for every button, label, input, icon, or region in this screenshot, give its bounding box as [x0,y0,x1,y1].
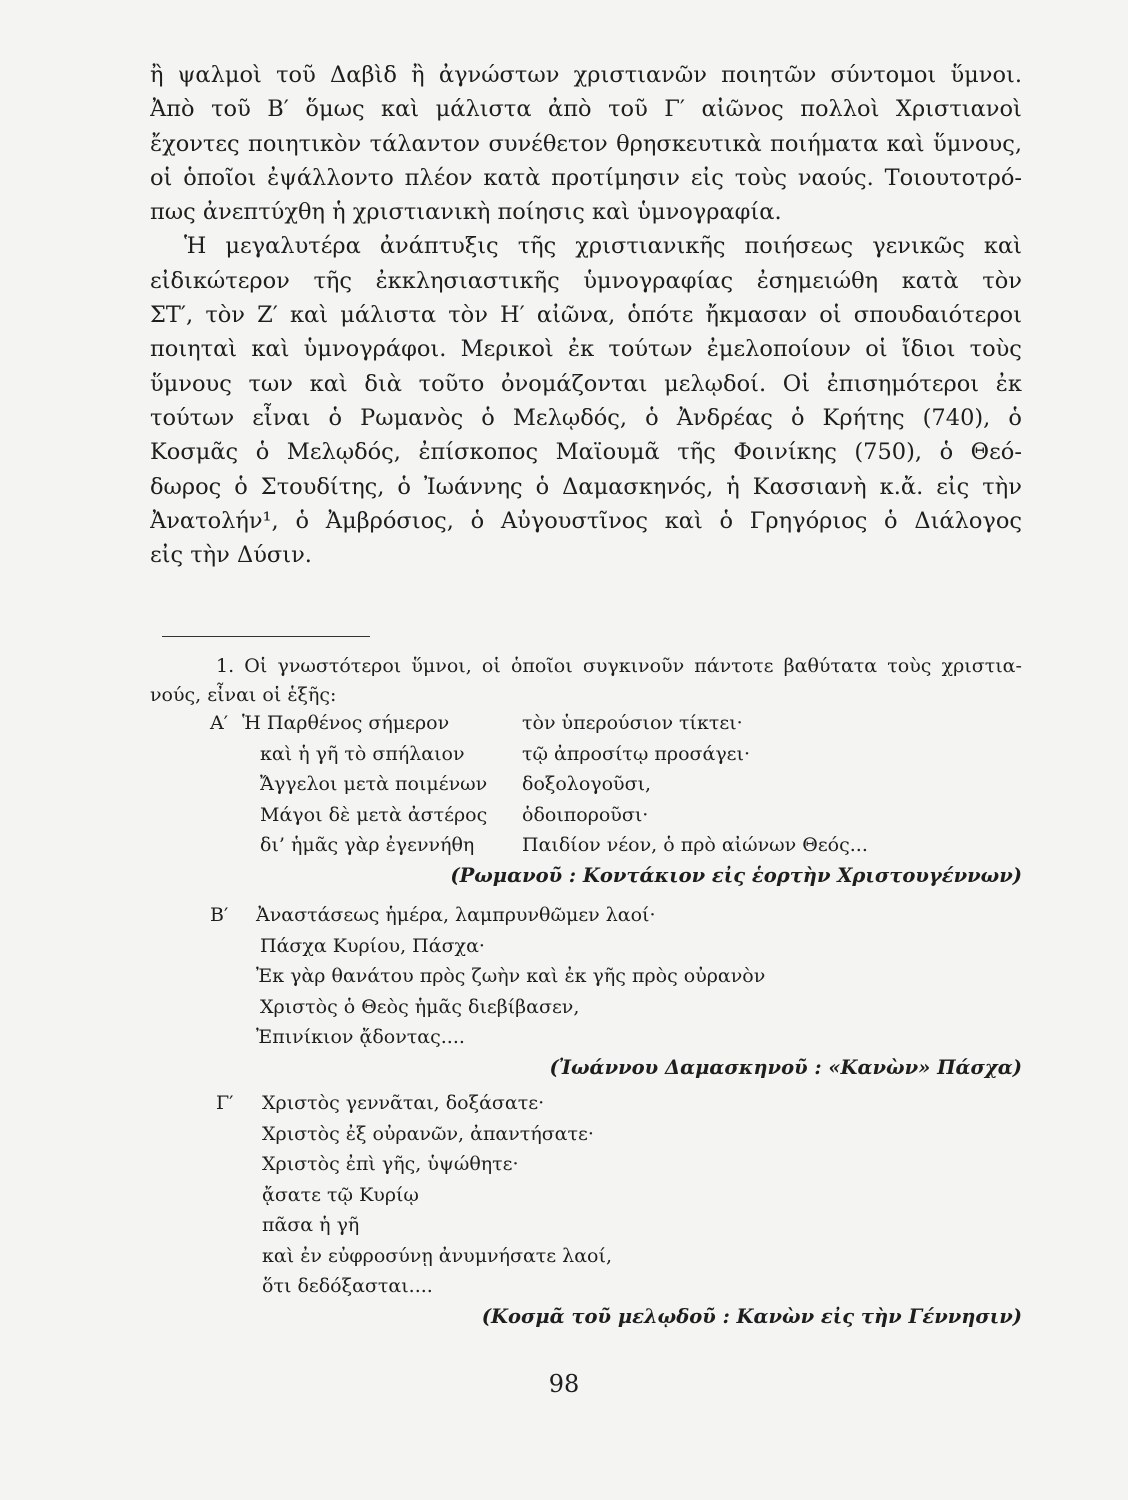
hymn-line [150,1022,1022,1053]
word: Ἀνδρέας [676,404,773,431]
word: ἐψάλλοντο [267,164,394,191]
word: καὶ [886,130,925,157]
footnote-line: νούς, εἶναι οἱ ἑξῆς: [150,684,337,706]
word: τοὺς [887,655,932,677]
hymn-line [150,708,1022,739]
word: Αὐγουστῖνος [500,507,648,534]
hymn-verse: Ἀναστάσεως ἡμέρα, λαμπρυνθῶμεν λαοί· [256,904,656,926]
hymn-verse: δι’ ἡμᾶς γὰρ ἐγεννήθη [260,834,475,856]
word: συνέθετον [488,130,608,157]
word: ἐκ [568,336,595,363]
text-line [150,161,1022,195]
word: εἰς [936,473,970,500]
word: ὀνομάζονται [500,370,648,397]
word: ἐκκλησιαστικῆς [375,267,560,294]
word: καὶ [381,96,420,123]
word: τὸν [982,267,1022,294]
page-number: 98 [548,1370,580,1398]
word: Η′ [500,302,525,329]
text-line [150,332,1022,366]
word: Ἡ [184,233,207,260]
word: μάλιστα [435,96,532,123]
word: ὁ [790,404,805,431]
word: ὁ [535,473,550,500]
hymn-verse: καὶ ἐν εὐφροσύνῃ ἀνυμνήσατε λαοί, [262,1244,612,1267]
word: τοῦ [276,62,316,88]
word: τοὺς [734,164,788,191]
word: Τοιουτοτρό- [884,164,1022,191]
word: ὁ [884,507,898,534]
word: Οἱ [244,655,268,677]
hymn-verse: Ἄγγελοι μετὰ ποιμένων [260,773,488,795]
word: καὶ [664,507,703,534]
hymn-attribution: (Ἰωάννου Δαμασκηνοῦ : «Κανὼν» Πάσχα) [549,1055,1022,1079]
word: Ἀμβρόσιος, [325,507,454,534]
text-line [150,127,1022,161]
text-line [150,470,1022,504]
word: ὕμνοι. [950,62,1022,88]
word: Ἀνατολήν¹, [150,507,279,534]
hymn-line [150,961,1022,992]
text-line [150,504,1022,538]
word: ὁ [295,507,309,534]
text-line [150,435,1022,469]
word: πλέον [404,164,473,191]
word: ψαλμοὶ [177,62,262,88]
word: ἐμελοποίουν [706,336,851,363]
word: τοὺς [969,336,1022,363]
word: Χριστιανοὶ [895,96,1022,123]
word: Ζ′ [257,302,278,329]
word: ὕμνους [150,370,232,397]
word: γνωστότεροι [277,655,402,677]
hymn-line [150,1149,1022,1180]
hymn-verse: τῷ ἀπροσίτῳ προσάγει· [522,742,751,765]
text-line [150,298,1022,332]
word: ὁ [1008,404,1022,431]
hymn-line [150,1271,1022,1302]
word: δωρος [150,473,222,500]
hymn-verse: καὶ ἡ γῆ τὸ σπήλαιον [260,742,465,765]
text-line [150,264,1022,298]
word: Γ′ [664,96,685,123]
word: γενικῶς [872,233,965,260]
word: καὶ [309,370,348,397]
hymn-line [150,1210,1022,1241]
hymn-line [150,861,1022,892]
hymn-verse: ᾄσατε τῷ Κυρίῳ [262,1183,419,1206]
hymn-verse: Παιδίον νέον, ὁ πρὸ αἰώνων Θεός... [522,834,868,856]
word: τοῦ [211,96,251,123]
word: μελῳδοί. [664,370,767,397]
word: τούτων [608,336,693,363]
hymn-verse: Ἐπινίκιον ᾄδοντας.... [256,1026,465,1048]
word: τάλαντον [369,130,481,157]
word: ὕμνους, [933,130,1022,157]
word: καὶ [289,302,329,329]
word: ὁ [645,404,659,431]
word: Ρωμανὸς [360,404,464,431]
word: Ἀπὸ [150,96,195,123]
hymn-line [150,1053,1022,1084]
word: ἢ [411,62,425,88]
word: ἐπίσκοπος [418,439,539,466]
hymn-verse: τὸν ὑπερούσιον τίκτει· [522,712,743,734]
word: ὑμνογραφίας [583,267,734,294]
word: ἀγνώστων [438,62,560,88]
word: ὁ [481,404,495,431]
word: Δαμασκηνός, [562,473,714,500]
word: ἀνάπτυξις [379,233,499,260]
hymn-line [150,739,1022,770]
hymn-line [150,830,1022,861]
word: ὁποῖοι [183,164,257,191]
word: ποιητικὸν [248,130,362,157]
hymn-line [150,1302,1022,1333]
word: Διάλογος [914,507,1022,534]
word: Στουδίτης, [260,473,385,500]
word: ἀπὸ [548,96,592,123]
word: Γρηγόριος [749,507,868,534]
word: Οἱ [782,370,811,397]
word: ὁ [719,507,734,534]
word: τῆς [517,233,557,260]
word: ἢ [150,62,164,88]
word: αἰῶνα, [536,302,616,329]
word: οἱ [481,655,501,677]
word: Θεό- [970,439,1022,466]
word: Μερικοὶ [460,336,554,363]
word: σπουδαιότεροι [853,302,1022,329]
hymn-line [150,931,1022,962]
word: ὁποῖοι [510,655,573,677]
word: ἡ [726,473,740,500]
word: Δαβὶδ [330,62,397,88]
word: Κρήτης [822,404,905,431]
word: (740), [922,404,991,431]
word: ὁ [328,404,343,431]
word: καὶ [251,336,290,363]
word: Ἰωάννης [423,473,523,500]
hymn-label: Γ′ [216,1092,234,1114]
word: προτίμησιν [551,164,680,191]
word: ΣΤ′, [150,302,194,329]
word: συγκινοῦν [582,655,685,677]
word: πάντοτε [694,655,774,677]
word: εἰδικώτερον [150,267,290,294]
footnote-line [150,652,1022,681]
hymn-verse: πᾶσα ἡ γῆ [262,1214,360,1236]
word: ὁ [939,439,954,466]
word: Κασσιανὴ [752,473,867,500]
word: ἔχοντες [150,130,240,157]
hymn-c [150,1088,1022,1332]
word: αἰῶνος [701,96,784,123]
word: εἶναι [252,404,311,431]
word: ἴδιοι [901,336,956,363]
word: εἰς [690,164,724,191]
hymn-line [150,900,1022,931]
main-text [150,58,1022,572]
hymn-verse: Ἐκ γὰρ θανάτου πρὸς ζωὴν καὶ ἐκ γῆς πρὸς οὐρανὸν [256,965,766,987]
word: οἱ [150,164,173,191]
hymn-verse: ὅτι δεδόξασται.... [262,1275,433,1297]
hymn-line [150,1088,1022,1119]
hymn-verse: Μάγοι δὲ μετὰ ἀστέρος [260,803,488,826]
text-line [150,58,1022,92]
text-line [150,92,1022,126]
word: οἱ [865,336,888,363]
text-line [150,367,1022,401]
word: (750), [854,439,923,466]
word: ἐσημειώθη [756,267,879,294]
hymn-attribution: (Ρωμανοῦ : Κοντάκιον εἰς ἑορτὴν Χριστουγέννων) [450,863,1022,887]
word: οἱ [819,302,842,329]
word: ὑμνογράφοι. [303,336,447,363]
word: τῆς [677,439,716,466]
word: τὸν [205,302,245,329]
hymn-verse: δοξολογοῦσι, [522,773,652,795]
word: ὁ [255,439,270,466]
word: κ.ἄ. [879,473,924,500]
word: ὕμνοι, [411,655,472,677]
word: ποιητῶν [721,62,817,88]
word: ὁ [470,507,485,534]
hymn-line [150,1119,1022,1150]
hymn-line [150,992,1022,1023]
word: τῆς [313,267,352,294]
hymn-label: Α′ [210,712,229,734]
hymn-verse: Χριστὸς ἐξ οὐρανῶν, ἀπαντήσατε· [262,1122,594,1145]
hymn-verse: Πάσχα Κυρίου, Πάσχα· [260,934,485,957]
word: Μελῳδός, [286,439,401,466]
word: ὁ [397,473,411,500]
word: ὁπότε [627,302,694,329]
hymn-line [150,1241,1022,1272]
word: Φοινίκης [733,439,837,466]
word: μεγαλυτέρα [225,233,361,260]
word: χριστια- [941,655,1022,677]
word: χριστιανῶν [573,62,707,88]
hymn-verse: Χριστὸς γεννᾶται, δοξάσατε· [262,1092,545,1114]
hymn-attribution: (Κοσμᾶ τοῦ μελῳδοῦ : Κανὼν εἰς τὴν Γέννησιν) [481,1304,1022,1328]
word: Κοσμᾶς [150,439,239,466]
hymn-verse: ὁδοιποροῦσι· [522,803,649,826]
word: τοῦτο [418,370,485,397]
word: καὶ [983,233,1022,260]
word: κατὰ [901,267,959,294]
word: χριστιανικῆς [575,233,726,260]
footnote-intro [150,652,1022,710]
hymn-b [150,900,1022,1083]
word: βαθύτατα [783,655,878,677]
word: τοῦ [608,96,648,123]
word: τούτων [150,404,235,431]
hymn-label: Β′ [210,904,229,926]
footnote-separator [162,636,370,637]
word: ἤκμασαν [705,302,808,329]
word: κατὰ [483,164,541,191]
word: πολλοὶ [800,96,880,123]
word: ποιήματα [770,130,879,157]
text-line: εἰς τὴν Δύσιν. [150,542,312,569]
word: ἐπισημότεροι [826,370,980,397]
hymn-line [150,800,1022,831]
text-line: πως ἀνεπτύχθη ἡ χριστιανικὴ ποίησις καὶ ὑμνογραφία. [150,199,782,226]
word: ὅμως [305,96,365,123]
hymn-verse: Χριστὸς ἐπὶ γῆς, ὑψώθητε· [262,1153,519,1175]
word: Μαϊουμᾶ [555,439,660,466]
word: των [248,370,293,397]
word: μάλιστα [340,302,437,329]
word: τὸν [448,302,488,329]
word: ναούς. [797,164,874,191]
word: σύντομοι [830,62,937,88]
hymn-verse: Χριστὸς ὁ Θεὸς ἡμᾶς διεβίβασεν, [260,995,580,1018]
word: τὴν [982,473,1022,500]
word: ὁ [234,473,248,500]
word: Μελῳδός, [512,404,628,431]
hymn-line [150,1180,1022,1211]
hymn-verse: Ἡ Παρθένος σήμερον [242,712,450,734]
word: Β′ [267,96,289,123]
word: ποιήσεως [744,233,854,260]
hymn-a [150,708,1022,891]
hymn-line [150,769,1022,800]
text-line [150,229,1022,263]
word: ποιηταὶ [150,336,238,363]
word: ἐκ [995,370,1022,397]
text-line [150,401,1022,435]
word: θρησκευτικὰ [616,130,762,157]
word: διὰ [364,370,402,397]
word: 1. [216,655,235,677]
